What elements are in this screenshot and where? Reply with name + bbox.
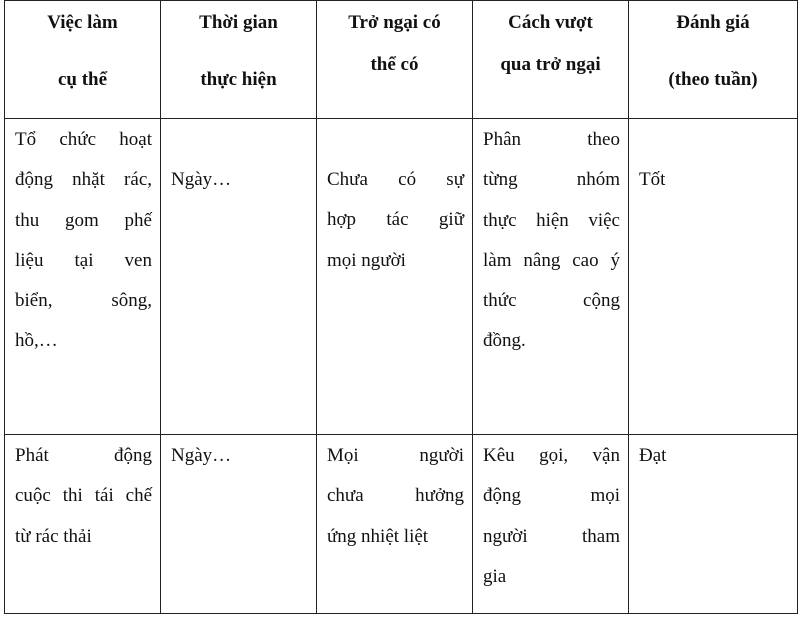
header-solution-line1: Cách vượt xyxy=(508,12,593,33)
task-line: thu gom phế xyxy=(15,209,152,231)
solution-cell xyxy=(473,435,629,614)
obstacle-cell xyxy=(317,435,473,614)
rating-cell xyxy=(629,119,798,435)
time-cell xyxy=(161,435,317,614)
header-time-line1: Thời gian xyxy=(199,12,278,33)
header-solution-line2: qua trở ngại xyxy=(500,54,601,75)
task-line: hồ,… xyxy=(15,330,58,352)
header-solution xyxy=(473,1,629,119)
solution-line: làm nâng cao ý xyxy=(483,249,620,271)
obstacle-line: chưa hưởng xyxy=(327,485,464,507)
task-line: cuộc thi tái chế xyxy=(15,485,152,507)
time-value: Ngày… xyxy=(171,169,232,190)
header-task xyxy=(5,1,161,119)
obstacle-line: Mọi người xyxy=(327,445,464,466)
header-rating-line2: (theo tuần) xyxy=(668,69,758,90)
task-line: động nhặt rác, xyxy=(15,169,152,191)
time-cell xyxy=(161,119,317,435)
solution-line: gia xyxy=(483,565,507,587)
table-row xyxy=(5,435,798,614)
solution-line: Phân theo xyxy=(483,129,620,150)
header-task-line2: cụ thể xyxy=(57,69,108,90)
table-row xyxy=(5,119,798,435)
solution-line: người tham xyxy=(483,525,620,547)
solution-line: thức cộng xyxy=(483,290,620,312)
header-time xyxy=(161,1,317,119)
task-line: Phát động xyxy=(15,445,152,466)
rating-value: Đạt xyxy=(639,445,667,466)
solution-cell xyxy=(473,119,629,435)
rating-cell xyxy=(629,435,798,614)
header-obstacle xyxy=(317,1,473,119)
table-header-row xyxy=(5,1,798,119)
rating-value: Tốt xyxy=(639,169,666,190)
obstacle-line: Chưa có sự xyxy=(327,169,464,190)
task-line: liệu tại ven xyxy=(15,249,152,271)
solution-line: đồng. xyxy=(483,330,526,352)
task-cell xyxy=(5,435,161,614)
obstacle-cell xyxy=(317,119,473,435)
header-time-line2: thực hiện xyxy=(200,69,277,90)
task-line: biển, sông, xyxy=(15,290,152,312)
header-obstacle-line1: Trở ngại có xyxy=(348,12,441,33)
header-rating xyxy=(629,1,798,119)
activity-plan-table xyxy=(4,0,798,614)
obstacle-line: hợp tác giữ xyxy=(327,209,464,231)
time-value: Ngày… xyxy=(171,445,232,466)
obstacle-line: mọi người xyxy=(327,249,406,271)
solution-line: thực hiện việc xyxy=(483,209,620,231)
task-line: từ rác thải xyxy=(15,525,92,547)
header-rating-line1: Đánh giá xyxy=(676,12,750,33)
obstacle-line: ứng nhiệt liệt xyxy=(327,525,429,547)
header-task-line1: Việc làm xyxy=(47,12,118,33)
header-obstacle-line2: thể có xyxy=(370,54,419,75)
solution-line: từng nhóm xyxy=(483,169,620,191)
solution-line: động mọi xyxy=(483,485,620,507)
task-line: Tổ chức hoạt xyxy=(15,129,152,150)
solution-line: Kêu gọi, vận xyxy=(483,445,620,466)
task-cell xyxy=(5,119,161,435)
